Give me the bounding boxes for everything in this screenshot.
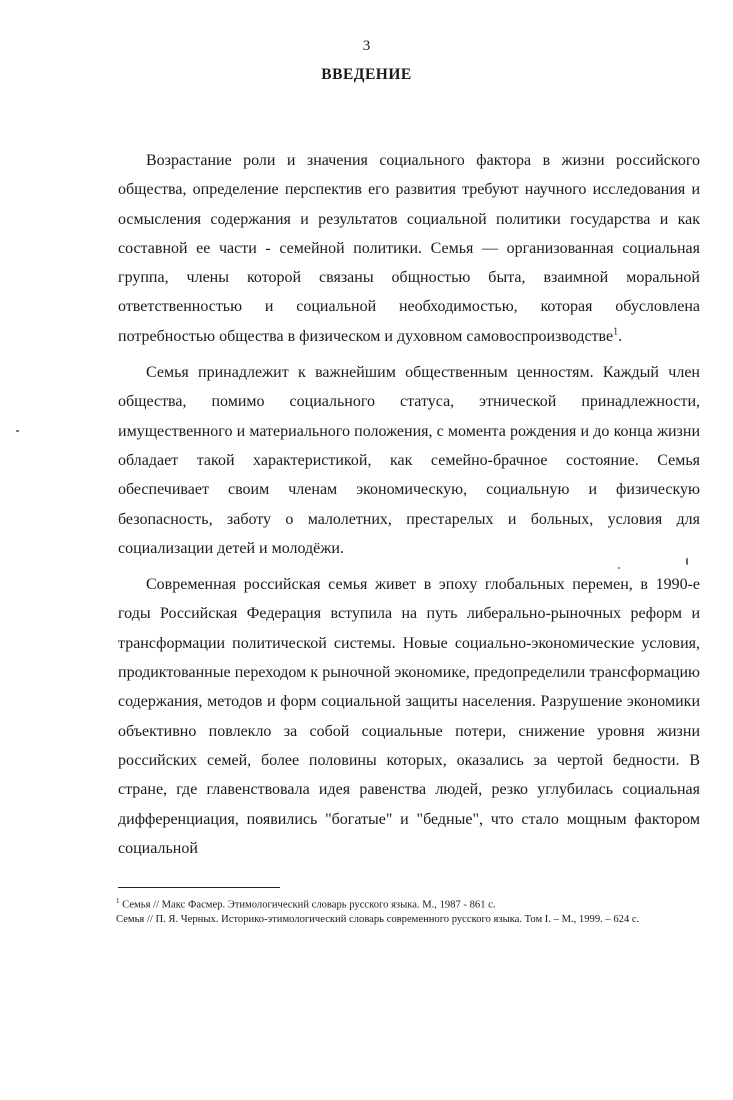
paragraph-1-text: Возрастание роли и значения социального фактора в жизни российского общества, определение перспектив его развития требуют научного исследования и осмысления содержания и результатов социальной политики государства и как составной ее части - семейной политики. Семья — организованная социальная группа, члены которой связаны общностью быта, взаимной моральной ответственностью и социальной необходимостью, которая обусловлена потребностью общества в физическом и духовном самовоспроизводстве (118, 152, 700, 345)
page-title: ВВЕДЕНИЕ (321, 66, 412, 83)
footnote-1-marker: 1 (116, 897, 120, 905)
page-number: 3 (362, 38, 371, 54)
paragraph-2: Семья принадлежит к важнейшим общественным ценностям. Каждый член общества, помимо социального статуса, этнической принадлежности, имущественного и материального положения, с момента рождения и до конца жизни обладает такой характеристикой, как семейно-брачное состояние. Семья обеспечивает своим членам экономическую, социальную и физическую безопасность, заботу о малолетних, престарелых и больных, условия для социализации детей и молодёжи. (118, 364, 700, 557)
footnote-1 (116, 894, 704, 913)
footnotes (116, 894, 704, 927)
footnote-reference: 1 (613, 326, 619, 338)
paragraph-1-end: . (618, 327, 623, 345)
footnote-2: Семья // П. Я. Черных. Историко-этимологический словарь современного русского языка. Том I. – М., 1999. – 624 с. (116, 913, 640, 925)
paragraph-3: Современная российская семья живет в эпоху глобальных перемен, в 1990-е годы Российская Федерация вступила на путь либерально-рыночных реформ и трансформации политической системы. Новые социально-экономические условия, продиктованные переходом к рыночной экономике, предопределили трансформацию содержания, методов и форм социальной защиты населения. Разрушение экономики объективно повлекло за собой социальные потери, снижение уровня жизни российских семей, более половины которых, оказались за чертой бедности. В стране, где главенствовала идея равенства людей, резко углубилась социальная дифференциация, появились "богатые" и "бедные", что стало мощным фактором социальной (118, 576, 700, 857)
scan-speck (686, 558, 688, 565)
footnote-1-text: Семья // Макс Фасмер. Этимологический словарь русского языка. М., 1987 - 861 с. (119, 899, 496, 911)
scan-speck (16, 430, 19, 432)
footnote-divider (118, 887, 280, 888)
body-text (118, 146, 700, 863)
paragraph-1 (118, 146, 700, 351)
scan-speck (618, 567, 620, 569)
